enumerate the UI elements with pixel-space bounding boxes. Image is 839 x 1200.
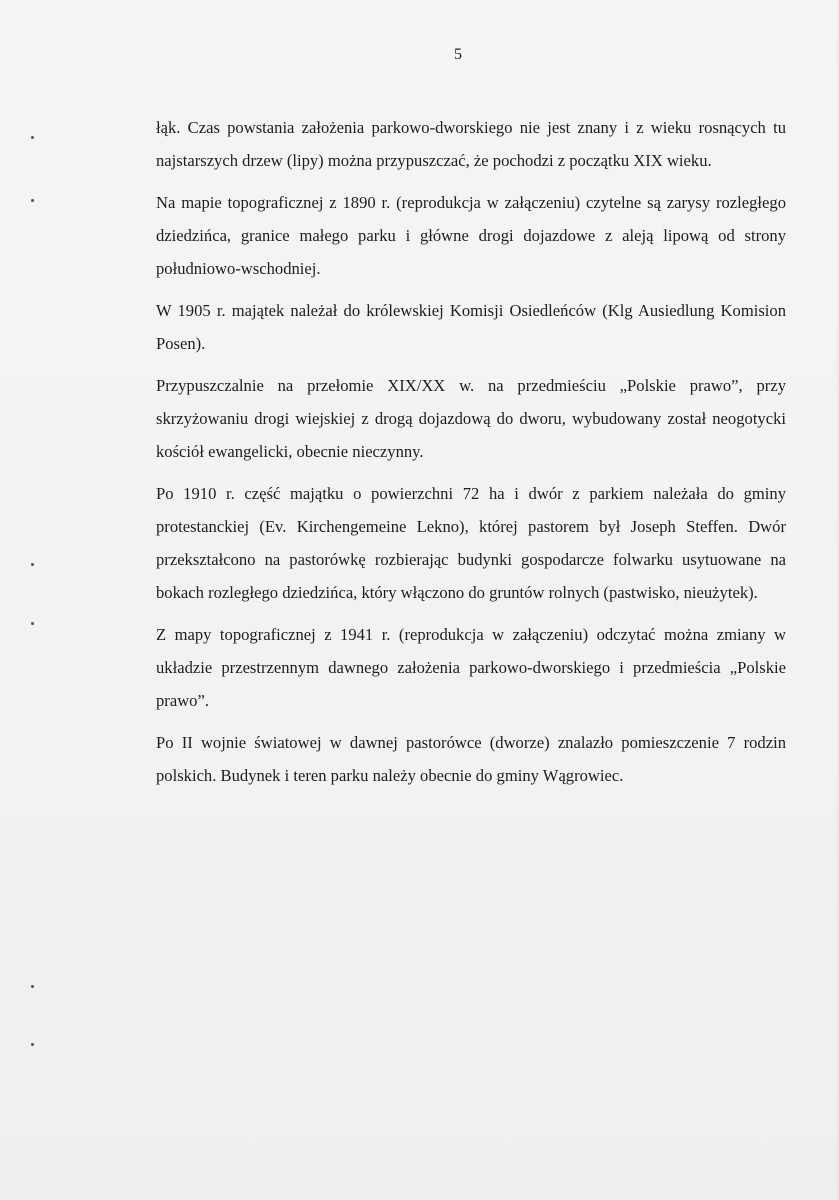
binder-hole-mark [31,1043,34,1046]
binder-hole-mark [31,199,34,202]
binder-hole-mark [31,563,34,566]
page-number: 5 [454,46,462,63]
paragraph-2: Na mapie topograficznej z 1890 r. (reprodukcja w załączeniu) czytelne są zarysy rozległego dziedzińca, granice małego parku i główne drogi dojazdowe z aleją lipową od strony południowo-wschodniej. [156,193,786,278]
binder-hole-mark [31,622,34,625]
document-body [156,111,786,801]
paragraph-6: Z mapy topograficznej z 1941 r. (reprodukcja w załączeniu) odczytać można zmiany w układzie przestrzennym dawnego założenia parkowo-dworskiego i przedmieścia „Polskie prawo”. [156,625,786,710]
paragraph-5: Po 1910 r. część majątku o powierzchni 72 ha i dwór z parkiem należała do gminy protestanckiej (Ev. Kirchengemeine Lekno), której pastorem był Joseph Steffen. Dwór przekształcono na pastorówkę rozbierając budynki gospodarcze folwarku usytuowane na bokach rozległego dziedzińca, który włączono do gruntów rolnych (pastwisko, nieużytek). [156,484,786,602]
paragraph-1: łąk. Czas powstania założenia parkowo-dworskiego nie jest znany i z wieku rosnących tu najstarszych drzew (lipy) można przypuszczać, że pochodzi z początku XIX wieku. [156,118,786,170]
binder-hole-mark [31,136,34,139]
paragraph-3: W 1905 r. majątek należał do królewskiej Komisji Osiedleńców (Klg Ausiedlung Komision Posen). [156,301,786,353]
paragraph-4: Przypuszczalnie na przełomie XIX/XX w. na przedmieściu „Polskie prawo”, przy skrzyżowaniu drogi wiejskiej z drogą dojazdową do dworu, wybudowany został neogotycki kościół ewangelicki, obecnie nieczynny. [156,376,786,461]
paragraph-7: Po II wojnie światowej w dawnej pastorówce (dworze) znalazło pomieszczenie 7 rodzin polskich. Budynek i teren parku należy obecnie do gminy Wągrowiec. [156,733,786,785]
binder-hole-mark [31,985,34,988]
